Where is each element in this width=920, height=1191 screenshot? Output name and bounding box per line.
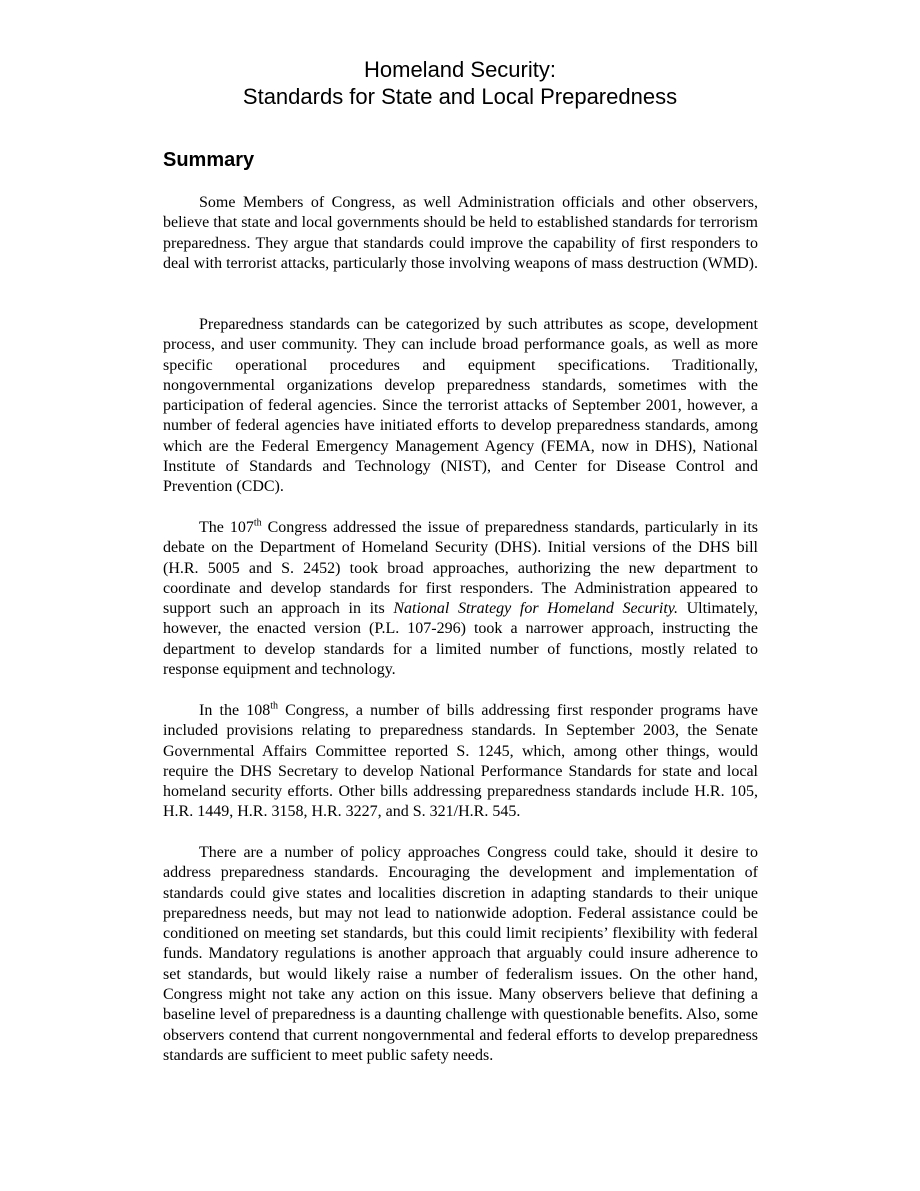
summary-paragraph-2: Preparedness standards can be categorized by such attributes as scope, development process, and user community. They can include broad performance goals, as well as more specific operational procedures and equipment specifications. Traditionally, nongovernmental organizations develop preparedness standards, sometimes with the participation of federal agencies. Since the terrorist attacks of September 2001, however, a number of federal agencies have initiated efforts to develop preparedness standards, among which are the Federal Emergency Management Agency (FEMA, now in DHS), National Institute of Standards and Technology (NIST), and Center for Disease Control and Prevention (CDC).	[163, 316, 758, 496]
p3-text-middle: Congress addressed the issue of preparedness standards, particularly in its debate on the Department of Homeland Security (DHS). Initial versions of the DHS bill (H.R. 5005 and S. 2452) took broad approaches, authorizing the new department to coordinate and develop standards for first responders. The Administration appeared to support such an approach in its	[163, 519, 759, 618]
p4-text-rest: Congress, a number of bills addressing first responder programs have included provisions relating to preparedness standards. In September 2003, the Senate Governmental Affairs Committee reported S. 1245, which, among other things, would require the DHS Secretary to develop National Performance Standards for state and local homeland security efforts. Other bills addressing preparedness standards include H.R. 105, H.R. 1449, H.R. 3158, H.R. 3227, and S. 321/H.R. 545.	[163, 702, 759, 821]
title-line-1: Homeland Security:	[364, 57, 556, 82]
document-title	[0, 56, 920, 110]
summary-paragraph-3	[163, 518, 758, 680]
section-heading-summary: Summary	[163, 149, 255, 171]
p3-text-start: The 107	[199, 519, 254, 536]
p3-italic-title: National Strategy for Homeland Security.	[393, 600, 678, 618]
summary-paragraph-5: There are a number of policy approaches Congress could take, should it desire to address preparedness standards. Encouraging the development and implementation of standards could give states and localities discretion in adapting standards to their unique preparedness needs, but may not lead to nationwide adoption. Federal assistance could be conditioned on meeting set standards, but this could limit recipients’ flexibility with federal funds. Mandatory regulations is another approach that arguably could insure adherence to set standards, but would likely raise a number of federalism issues. On the other hand, Congress might not take any action on this issue. Many observers believe that defining a baseline level of preparedness is a daunting challenge with questionable benefits. Also, some observers contend that current nongovernmental and federal efforts to develop preparedness standards are sufficient to meet public safety needs.	[163, 844, 758, 1064]
p3-ordinal-suffix: th	[253, 517, 262, 529]
title-line-2: Standards for State and Local Preparedness	[242, 84, 678, 109]
summary-paragraph-4	[163, 701, 758, 823]
p3-text-end: Ultimately, however, the enacted version (P.L. 107-296) took a narrower approach, instructing the department to develop standards for a limited number of functions, mostly related to response equipment and technology.	[163, 600, 759, 679]
p4-ordinal-suffix: th	[270, 700, 278, 712]
p4-text-start: In the 108	[199, 702, 271, 719]
summary-paragraph-1: Some Members of Congress, as well Administration officials and other observers, believe that state and local governments should be held to established standards for terrorism preparedness. They argue that standards could improve the capability of first responders to deal with terrorist attacks, particularly those involving weapons of mass destruction (WMD).	[163, 194, 758, 272]
